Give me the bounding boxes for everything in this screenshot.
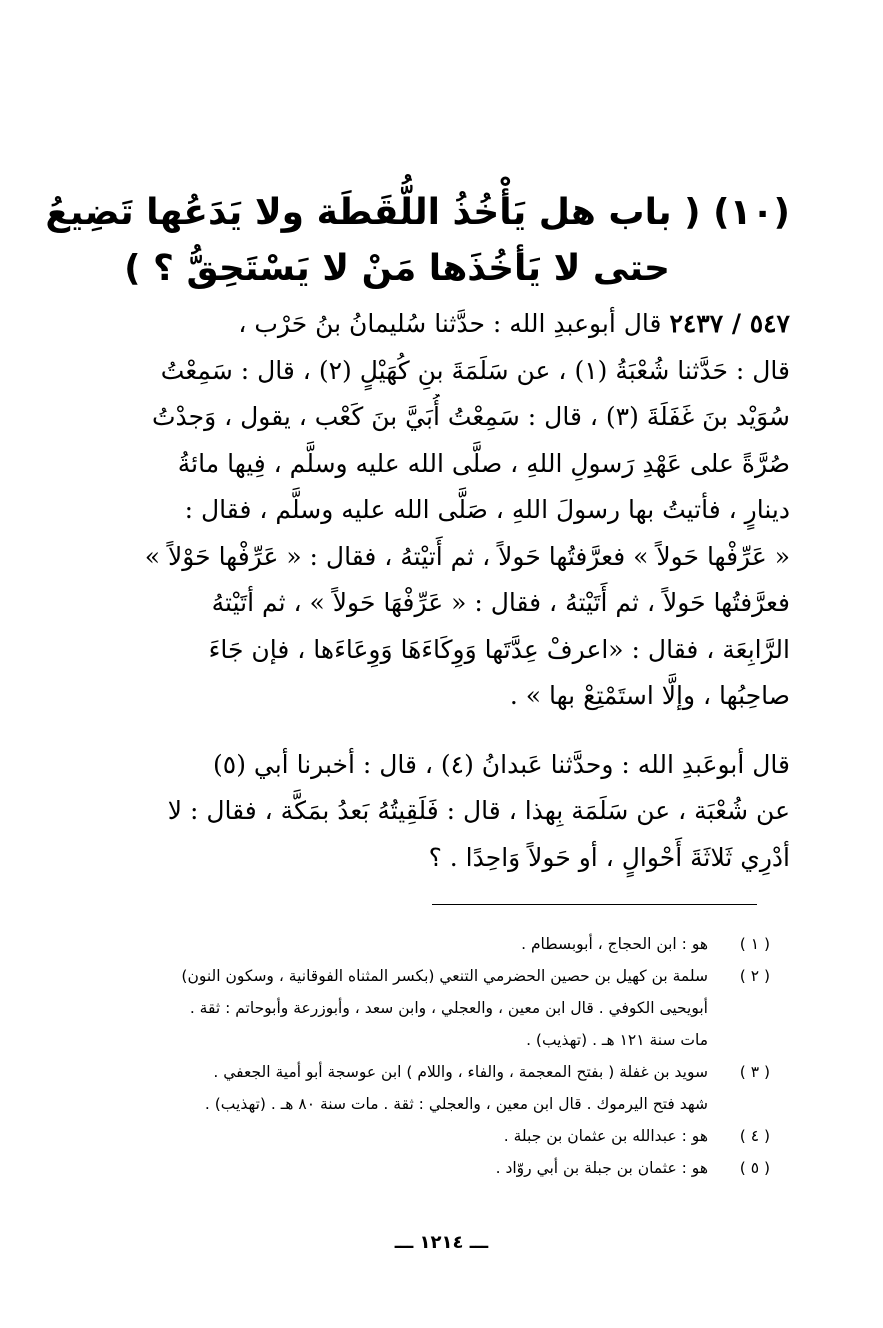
hadith-number: ٥٤٧ / ٢٤٣٧ xyxy=(669,309,790,338)
hadith-line: قال : حَدَّثنا شُعْبَةُ (١) ، عن سَلَمَةَ بنِ كُهَيْلٍ (٢) ، قال : سَمِعْتُ xyxy=(160,355,790,385)
hadith-line: قال أبوعَبدِ الله : وحدَّثنا عَبدانُ (٤) ، قال : أخبرنا أبي (٥) xyxy=(212,749,790,779)
footnote-line: مات سنة ١٢١ هـ . (تهذيب) . xyxy=(526,1031,708,1049)
hadith-547 xyxy=(100,301,790,720)
footnote-text xyxy=(80,1056,708,1120)
page-number: ـــ ١٢١٤ ـــ xyxy=(394,1232,489,1253)
footnote xyxy=(80,960,770,1056)
footnote-text xyxy=(80,1120,708,1152)
footnote-number: ( ٣ ) xyxy=(739,1063,770,1081)
hadith-line: سُوَيْد بنَ غَفَلَةَ (٣) ، قال : سَمِعْتُ أُبَيَّ بنَ كَعْب ، يقول ، وَجدْتُ xyxy=(151,402,790,431)
hadith-line: أدْرِي ثَلاثَةَ أَحْوالٍ ، أو حَولاً وَاحِدًا . ؟ xyxy=(428,842,790,872)
page-body xyxy=(45,185,790,881)
footnote-line: سلمة بن كهيل بن حصين الحضرمي التنعي (بكسر المثناه الفوقانية ، وسكون النون) xyxy=(181,967,708,985)
hadith-continuation xyxy=(100,742,790,882)
chapter-title-line: حتى لا يَأخُذَها مَنْ لا يَسْتَحِقُّ ؟ ) xyxy=(124,248,670,289)
footnote-number: ( ٤ ) xyxy=(739,1127,770,1145)
footnote-text xyxy=(80,1152,708,1184)
hadith-line: صاحِبُها ، وإلَّا استَمْتِعْ بها » . xyxy=(509,681,790,710)
footnote-text xyxy=(80,928,708,960)
hadith-line: دينارٍ ، فأتيتُ بها رسولَ اللهِ ، صَلَّى الله عليه وسلَّم ، فقال : xyxy=(184,495,790,524)
footnote-number: ( ٢ ) xyxy=(739,967,770,985)
paragraph-gap xyxy=(100,720,790,742)
footnote xyxy=(80,1056,770,1120)
hadith-line: الرَّابِعَة ، فقال : «اعرفْ عِدَّتَها وَوِكَاءَهَا وَوِعَاءَها ، فإن جَاءَ xyxy=(208,634,790,664)
footnotes xyxy=(80,928,770,1184)
hadith-line: صُرَّةً على عَهْدِ رَسولِ اللهِ ، صلَّى الله عليه وسلَّم ، فِيها مائةُ xyxy=(177,448,790,478)
hadith-line xyxy=(100,301,790,348)
hadith-text: قال أبوعبدِ الله : حدَّثنا سُليمانُ بنُ حَرْب ، xyxy=(238,309,670,338)
footnote-line: هو : عبدالله بن عثمان بن جبلة . xyxy=(503,1127,708,1145)
footnote-text xyxy=(80,960,708,1056)
footnote-number: ( ١ ) xyxy=(739,935,770,953)
footnote xyxy=(80,1152,770,1184)
footnote-line: هو : ابن الحجاج ، أبوبسطام . xyxy=(521,935,708,953)
footnote-line: سويد بن غفلة ( بفتح المعجمة ، والفاء ، واللام ) ابن عوسجة أبو أمية الجعفي . xyxy=(213,1063,708,1081)
footnote-number: ( ٥ ) xyxy=(739,1159,770,1177)
hadith-line: عن شُعْبَة ، عن سَلَمَة بِهذا ، قال : فَلَقِيتُهُ بَعدُ بمَكَّة ، فقال : لا xyxy=(167,796,790,825)
hadith-line: « عَرِّفْها حَولاً » فعرَّفتُها حَولاً ، ثم أَتيْتهُ ، فقال : « عَرِّفْها حَوْلاً » xyxy=(144,541,790,571)
footnote xyxy=(80,928,770,960)
footnote-line: أبويحيى الكوفي . قال ابن معين ، والعجلي ، وابن سعد ، وأبوزرعة وأبوحاتم : ثقة . xyxy=(189,999,708,1017)
footnote-line: هو : عثمان بن جبلة بن أبي روّاد . xyxy=(495,1159,708,1177)
footnote-line: شهد فتح اليرموك . قال ابن معين ، والعجلي : ثقة . مات سنة ٨٠ هـ . (تهذيب) . xyxy=(204,1095,708,1113)
chapter-title xyxy=(45,185,790,297)
footnote-divider xyxy=(432,904,757,905)
hadith-line: فعرَّفتُها حَولاً ، ثم أَتَيْتهُ ، فقال : « عَرِّفْهَا حَولاً » ، ثم أتَيْتهُ xyxy=(211,588,790,617)
footnote xyxy=(80,1120,770,1152)
chapter-title-line: (١٠) ( باب هل يَأْخُذُ اللُّقَطَة ولا يَدَعُها تَضِيعُ xyxy=(45,192,790,233)
